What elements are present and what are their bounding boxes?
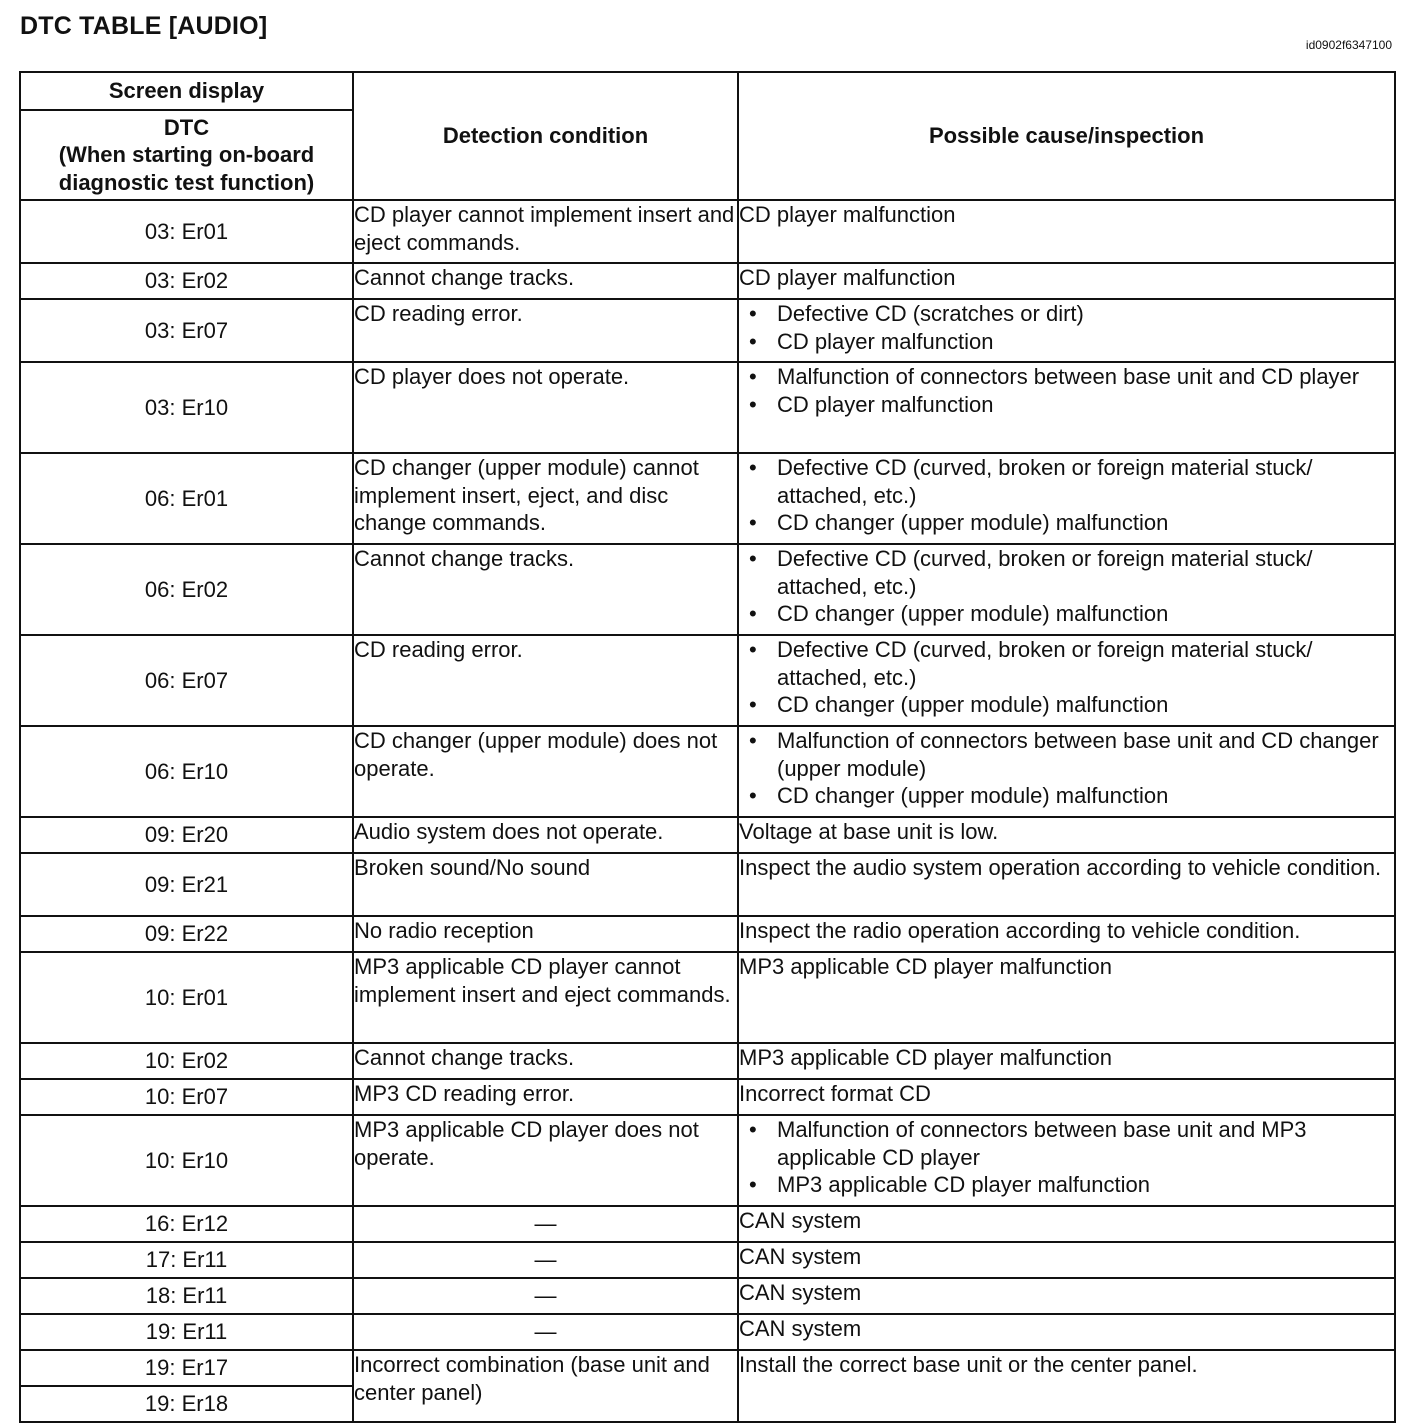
cause-list — [739, 454, 1394, 537]
possible-cause-cell: Inspect the audio system operation according to vehicle condition. — [738, 853, 1395, 916]
cause-list — [739, 1116, 1394, 1199]
table-row — [20, 726, 1395, 817]
cause-list-item: • Defective CD (curved, broken or foreign material stuck/ attached, etc.) — [747, 636, 1394, 691]
possible-cause-cell: CAN system — [738, 1278, 1395, 1314]
possible-cause-cell: Inspect the radio operation according to vehicle condition. — [738, 916, 1395, 952]
table-row — [20, 362, 1395, 453]
detection-condition-cell: CD reading error. — [353, 635, 738, 726]
possible-cause-cell: CAN system — [738, 1314, 1395, 1350]
dtc-table-body — [20, 200, 1395, 1422]
cause-list-item: • Malfunction of connectors between base unit and CD player — [747, 363, 1394, 391]
cause-list — [739, 545, 1394, 628]
dtc-code-cell: 10: Er01 — [20, 952, 353, 1043]
cause-list-item: • CD changer (upper module) malfunction — [747, 509, 1394, 537]
detection-condition-cell: Cannot change tracks. — [353, 263, 738, 299]
dtc-table — [19, 71, 1396, 1423]
cause-list — [739, 300, 1394, 355]
cause-list-item: • CD changer (upper module) malfunction — [747, 782, 1394, 810]
table-row — [20, 817, 1395, 853]
possible-cause-cell: CD player malfunction — [738, 200, 1395, 263]
header-dtc-line: DTC — [163, 114, 210, 140]
table-row — [20, 1350, 1395, 1386]
header-dtc-line: diagnostic test function) — [58, 169, 315, 195]
detection-condition-cell: CD player does not operate. — [353, 362, 738, 453]
dtc-code-cell: 10: Er02 — [20, 1043, 353, 1079]
possible-cause-cell — [738, 362, 1395, 453]
table-row — [20, 1278, 1395, 1314]
dtc-code-cell: 18: Er11 — [20, 1278, 353, 1314]
cause-list-item: • CD changer (upper module) malfunction — [747, 600, 1394, 628]
dtc-code-cell: 09: Er21 — [20, 853, 353, 916]
cause-list — [739, 636, 1394, 719]
possible-cause-cell: MP3 applicable CD player malfunction — [738, 952, 1395, 1043]
dtc-code-cell: 09: Er22 — [20, 916, 353, 952]
possible-cause-cell: MP3 applicable CD player malfunction — [738, 1043, 1395, 1079]
dtc-code-cell: 10: Er10 — [20, 1115, 353, 1206]
table-row — [20, 299, 1395, 362]
detection-condition-cell: — — [353, 1242, 738, 1278]
detection-condition-cell: Audio system does not operate. — [353, 817, 738, 853]
cause-list — [739, 727, 1394, 810]
detection-condition-cell: Cannot change tracks. — [353, 1043, 738, 1079]
dtc-code-cell: 19: Er11 — [20, 1314, 353, 1350]
possible-cause-cell: Incorrect format CD — [738, 1079, 1395, 1115]
dtc-code-cell: 03: Er02 — [20, 263, 353, 299]
possible-cause-cell: CAN system — [738, 1206, 1395, 1242]
table-row — [20, 200, 1395, 263]
detection-condition-cell: CD changer (upper module) does not operate. — [353, 726, 738, 817]
possible-cause-cell — [738, 544, 1395, 635]
dtc-code-cell: 10: Er07 — [20, 1079, 353, 1115]
detection-condition-cell: MP3 applicable CD player does not operate. — [353, 1115, 738, 1206]
cause-list-item: • Defective CD (curved, broken or foreign material stuck/ attached, etc.) — [747, 454, 1394, 509]
dtc-code-cell: 19: Er17 — [20, 1350, 353, 1386]
dtc-code-cell: 03: Er07 — [20, 299, 353, 362]
dtc-code-cell: 06: Er01 — [20, 453, 353, 544]
detection-condition-cell: Cannot change tracks. — [353, 544, 738, 635]
table-row — [20, 263, 1395, 299]
detection-condition-cell: MP3 CD reading error. — [353, 1079, 738, 1115]
possible-cause-cell — [738, 635, 1395, 726]
detection-condition-cell: — — [353, 1278, 738, 1314]
possible-cause-cell — [738, 1115, 1395, 1206]
table-row — [20, 453, 1395, 544]
dtc-code-cell: 03: Er10 — [20, 362, 353, 453]
dtc-code-cell: 09: Er20 — [20, 817, 353, 853]
possible-cause-cell: Voltage at base unit is low. — [738, 817, 1395, 853]
detection-condition-cell: Incorrect combination (base unit and center panel) — [353, 1350, 738, 1422]
table-row — [20, 1115, 1395, 1206]
table-row — [20, 1043, 1395, 1079]
page-title: DTC TABLE [AUDIO] — [20, 12, 268, 40]
dtc-code-cell: 16: Er12 — [20, 1206, 353, 1242]
dtc-code-cell: 03: Er01 — [20, 200, 353, 263]
detection-condition-cell: No radio reception — [353, 916, 738, 952]
dtc-code-cell: 17: Er11 — [20, 1242, 353, 1278]
table-row — [20, 1079, 1395, 1115]
cause-list-item: • Malfunction of connectors between base unit and CD changer (upper module) — [747, 727, 1394, 782]
header-detection-condition: Detection condition — [353, 72, 738, 200]
cause-list-item: • Defective CD (scratches or dirt) — [747, 300, 1394, 328]
table-row — [20, 1206, 1395, 1242]
possible-cause-cell — [738, 726, 1395, 817]
detection-condition-cell: MP3 applicable CD player cannot implement insert and eject commands. — [353, 952, 738, 1043]
cause-list-item: • CD changer (upper module) malfunction — [747, 691, 1394, 719]
possible-cause-cell: CD player malfunction — [738, 263, 1395, 299]
detection-condition-cell: Broken sound/No sound — [353, 853, 738, 916]
detection-condition-cell: CD player cannot implement insert and eject commands. — [353, 200, 738, 263]
cause-list-item: • Malfunction of connectors between base unit and MP3 applicable CD player — [747, 1116, 1394, 1171]
detection-condition-cell: CD reading error. — [353, 299, 738, 362]
possible-cause-cell — [738, 453, 1395, 544]
dtc-code-cell: 06: Er02 — [20, 544, 353, 635]
detection-condition-cell: — — [353, 1314, 738, 1350]
table-row — [20, 853, 1395, 916]
header-dtc — [20, 110, 353, 200]
header-screen-display: Screen display — [20, 72, 353, 110]
possible-cause-cell: Install the correct base unit or the center panel. — [738, 1350, 1395, 1422]
cause-list — [739, 363, 1394, 418]
detection-condition-cell: — — [353, 1206, 738, 1242]
table-row — [20, 635, 1395, 726]
table-row — [20, 952, 1395, 1043]
detection-condition-cell: CD changer (upper module) cannot implement insert, eject, and disc change commands. — [353, 453, 738, 544]
cause-list-item: • Defective CD (curved, broken or foreign material stuck/ attached, etc.) — [747, 545, 1394, 600]
document-id: id0902f6347100 — [1305, 38, 1392, 52]
table-row — [20, 544, 1395, 635]
table-row — [20, 916, 1395, 952]
table-row — [20, 1314, 1395, 1350]
possible-cause-cell — [738, 299, 1395, 362]
dtc-code-cell: 06: Er10 — [20, 726, 353, 817]
cause-list-item: • MP3 applicable CD player malfunction — [747, 1171, 1394, 1199]
header-dtc-line: (When starting on-board — [58, 142, 315, 168]
header-possible-cause: Possible cause/inspection — [738, 72, 1395, 200]
table-row — [20, 1242, 1395, 1278]
cause-list-item: • CD player malfunction — [747, 391, 1394, 419]
cause-list-item: • CD player malfunction — [747, 328, 1394, 356]
dtc-code-cell: 19: Er18 — [20, 1386, 353, 1422]
dtc-code-cell: 06: Er07 — [20, 635, 353, 726]
possible-cause-cell: CAN system — [738, 1242, 1395, 1278]
